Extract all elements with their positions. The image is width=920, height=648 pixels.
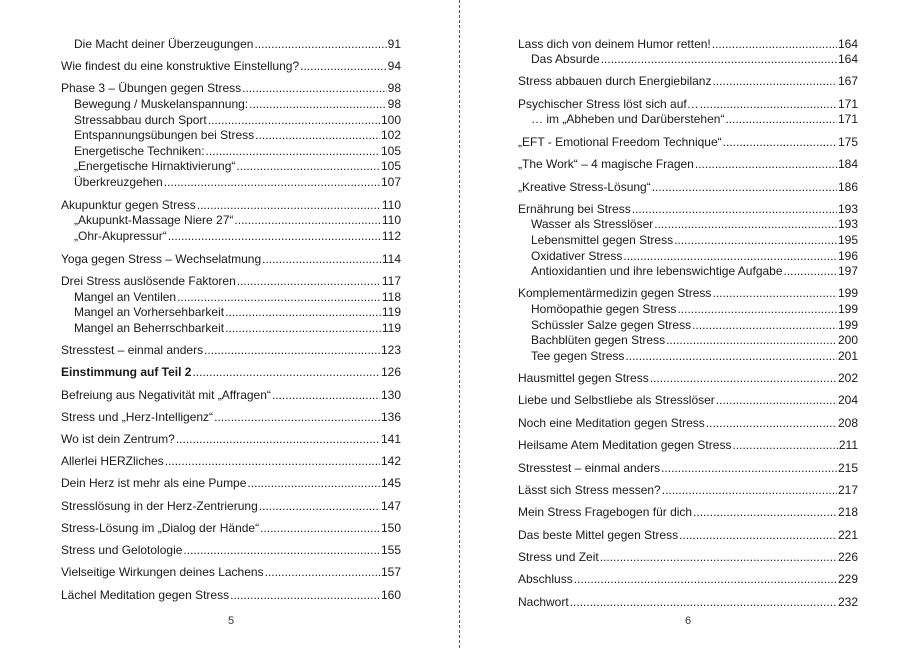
toc-entry-page: 98	[387, 81, 401, 95]
toc-entry-page: 196	[837, 249, 858, 263]
toc-entry	[518, 200, 858, 216]
toc-entry	[74, 211, 401, 227]
toc-leader-dots	[716, 393, 837, 407]
toc-entry	[518, 133, 858, 149]
toc-entry-page: 107	[380, 175, 401, 189]
toc-entry-page: 200	[837, 333, 858, 347]
toc-entry-page: 130	[380, 388, 401, 402]
toc-entry-title: Stresstest – einmal anders	[61, 343, 204, 357]
toc-entry-page: 232	[837, 595, 858, 609]
toc-leader-dots	[260, 521, 380, 535]
toc-entry	[74, 303, 401, 319]
toc-entry-title: Mein Stress Fragebogen für dich	[518, 505, 693, 519]
toc-entry-page: 221	[837, 528, 858, 542]
toc-entry-page: 167	[837, 74, 858, 88]
toc-leader-dots	[168, 229, 381, 243]
toc-entry-title: Tee gegen Stress	[531, 349, 625, 363]
toc-entry-title: Das Absurde	[531, 52, 600, 66]
toc-entry-title: Stress und Zeit	[518, 550, 599, 564]
toc-entry-title: „Energetische Hirnaktivierung“	[74, 159, 236, 173]
toc-leader-dots	[165, 454, 380, 468]
toc-entry	[74, 288, 401, 304]
toc-leader-dots	[242, 81, 387, 95]
toc-leader-dots	[192, 365, 380, 379]
page-number-left: 5	[227, 615, 235, 627]
toc-entry-page: 117	[381, 274, 401, 288]
toc-entry-page: 119	[381, 305, 401, 319]
toc-page-right	[518, 0, 858, 648]
toc-entry-page: 164	[837, 52, 858, 66]
toc-entry-page: 201	[837, 349, 858, 363]
toc-leader-dots	[623, 249, 837, 263]
toc-leader-dots	[230, 588, 380, 602]
toc-entry-page: 202	[837, 371, 858, 385]
toc-entry	[61, 497, 401, 513]
toc-leader-dots	[214, 410, 380, 424]
toc-entry	[61, 541, 401, 557]
toc-entry-title: Dein Herz ist mehr als eine Pumpe	[61, 476, 247, 490]
toc-leader-dots	[679, 528, 837, 542]
toc-leader-dots	[237, 274, 381, 288]
toc-leader-dots	[650, 371, 837, 385]
toc-leader-dots	[692, 318, 837, 332]
toc-leader-dots	[265, 565, 380, 579]
toc-entry-title: Yoga gegen Stress – Wechselatmung	[61, 252, 262, 266]
toc-leader-dots	[176, 432, 380, 446]
toc-entry	[74, 227, 401, 243]
toc-leader-dots	[662, 483, 837, 497]
toc-leader-dots	[625, 349, 837, 363]
toc-entry-title: Lässt sich Stress messen?	[518, 483, 661, 497]
toc-entry-page: 204	[837, 393, 858, 407]
toc-entry-page: 229	[837, 572, 858, 586]
toc-entry-page: 175	[837, 135, 858, 149]
toc-entry-title: Lächel Meditation gegen Stress	[61, 588, 230, 602]
toc-leader-dots	[164, 175, 380, 189]
toc-entry-page: 110	[381, 213, 401, 227]
toc-entry	[61, 452, 401, 468]
toc-entry-title: Abschluss	[518, 572, 573, 586]
toc-leader-dots	[254, 37, 386, 51]
toc-entry	[61, 196, 401, 212]
toc-leader-dots	[695, 157, 837, 171]
toc-entry	[531, 215, 858, 231]
toc-entry-page: 193	[837, 217, 858, 231]
toc-entry	[61, 341, 401, 357]
toc-entry-page: 142	[380, 454, 401, 468]
toc-entry	[531, 331, 858, 347]
toc-leader-dots	[725, 112, 837, 126]
toc-entry-title: Oxidativer Stress	[531, 249, 623, 263]
toc-entry-page: 145	[380, 476, 401, 490]
toc-entry-page: 199	[837, 318, 858, 332]
toc-leader-dots	[654, 217, 837, 231]
toc-entry	[518, 503, 858, 519]
toc-entry	[518, 95, 858, 111]
toc-entry-title: Bachblüten gegen Stress	[531, 333, 666, 347]
toc-entry-title: Nachwort	[518, 595, 569, 609]
toc-entry-page: 226	[837, 550, 858, 564]
toc-entry	[531, 262, 858, 278]
toc-entry	[61, 250, 401, 266]
toc-entry-page: 157	[380, 565, 401, 579]
toc-entry-page: 199	[837, 302, 858, 316]
toc-entry	[74, 35, 401, 51]
toc-entry	[518, 526, 858, 542]
toc-entry	[61, 363, 401, 379]
toc-leader-dots	[206, 144, 380, 158]
toc-leader-dots	[249, 97, 387, 111]
toc-leader-dots	[723, 135, 837, 149]
toc-entry	[61, 408, 401, 424]
toc-entry	[61, 563, 401, 579]
toc-entry-title: „Ohr-Akupressur“	[74, 229, 167, 243]
toc-leader-dots	[712, 37, 837, 51]
toc-leader-dots	[225, 321, 381, 335]
toc-entry	[531, 347, 858, 363]
toc-entry	[518, 414, 858, 430]
toc-entry	[531, 50, 858, 66]
toc-entry-title: Wasser als Stresslöser	[531, 217, 654, 231]
toc-entry-title: Stress und „Herz-Intelligenz“	[61, 410, 214, 424]
toc-entry	[518, 284, 858, 300]
toc-entry-page: 110	[381, 198, 401, 212]
toc-entry-page: 184	[837, 157, 858, 171]
toc-entry-title: Akupunktur gegen Stress	[61, 198, 196, 212]
toc-entry-title: Hausmittel gegen Stress	[518, 371, 649, 385]
toc-entry	[518, 459, 858, 475]
toc-entry-title: Noch eine Meditation gegen Stress	[518, 416, 705, 430]
toc-leader-dots	[300, 59, 387, 73]
toc-entry	[61, 57, 401, 73]
toc-entry-title: Energetische Techniken:	[74, 144, 205, 158]
toc-entry-page: 105	[380, 159, 401, 173]
toc-entry-page: 199	[837, 286, 858, 300]
toc-entry-title: Stresslösung in der Herz-Zentrierung	[61, 499, 258, 513]
toc-entry-page: 119	[381, 321, 401, 335]
toc-entry-title: Entspannungsübungen bei Stress	[74, 128, 255, 142]
toc-entry	[518, 548, 858, 564]
toc-entry	[518, 155, 858, 171]
toc-leader-dots	[661, 461, 837, 475]
toc-entry	[518, 391, 858, 407]
toc-entry-page: 136	[380, 410, 401, 424]
toc-entry	[518, 436, 858, 452]
toc-entry	[61, 586, 401, 602]
toc-entry	[61, 474, 401, 490]
toc-entry-page: 215	[837, 461, 858, 475]
toc-entry-title: Psychischer Stress löst sich auf…	[518, 97, 699, 111]
toc-leader-dots	[247, 476, 380, 490]
toc-entry-title: Allerlei HERZliches	[61, 454, 164, 468]
toc-entry	[61, 272, 401, 288]
toc-entry-page: 126	[380, 365, 401, 379]
toc-entry	[531, 316, 858, 332]
toc-entry	[518, 369, 858, 385]
toc-entry-page: 218	[837, 505, 858, 519]
page-number-right: 6	[684, 615, 692, 627]
toc-entry-title: Bewegung / Muskelanspannung:	[74, 97, 249, 111]
toc-leader-dots	[208, 113, 380, 127]
toc-entry	[61, 519, 401, 535]
toc-entry-title: Phase 3 – Übungen gegen Stress	[61, 81, 242, 95]
toc-leader-dots	[712, 286, 837, 300]
toc-entry-title: Vielseitige Wirkungen deines Lachens	[61, 565, 264, 579]
toc-leader-dots	[784, 264, 837, 278]
toc-entry-page: 123	[380, 343, 401, 357]
toc-leader-dots	[732, 438, 837, 452]
toc-entry-title: „The Work“ – 4 magische Fragen	[518, 157, 694, 171]
toc-entry	[531, 247, 858, 263]
toc-entry-page: 195	[837, 233, 858, 247]
toc-entry-page: 211	[838, 438, 858, 452]
toc-entry-page: 100	[380, 113, 401, 127]
toc-entry	[518, 178, 858, 194]
toc-leader-dots	[632, 202, 837, 216]
toc-entry-page: 105	[380, 144, 401, 158]
toc-entry-title: Komplementärmedizin gegen Stress	[518, 286, 712, 300]
toc-leader-dots	[601, 52, 837, 66]
toc-entry-page: 217	[837, 483, 858, 497]
toc-entry	[74, 157, 401, 173]
toc-entry	[74, 95, 401, 111]
toc-entry-title: Befreiung aus Negativität mit „Affragen“	[61, 388, 271, 402]
toc-entry-page: 197	[837, 264, 858, 278]
toc-entry-page: 141	[380, 432, 401, 446]
toc-leader-dots	[666, 333, 837, 347]
toc-entry	[518, 35, 858, 51]
toc-entry-page: 186	[837, 180, 858, 194]
toc-entry-page: 114	[381, 252, 401, 266]
toc-entry	[74, 142, 401, 158]
toc-entry	[61, 430, 401, 446]
toc-entry	[531, 300, 858, 316]
toc-entry-title: Stress abbauen durch Energiebilanz	[518, 74, 712, 88]
toc-entry	[518, 570, 858, 586]
toc-leader-dots	[255, 128, 380, 142]
toc-entry-title: Ernährung bei Stress	[518, 202, 631, 216]
toc-entry-page: 155	[380, 543, 401, 557]
toc-leader-dots	[600, 550, 837, 564]
toc-entry-title: Liebe und Selbstliebe als Stresslöser	[518, 393, 715, 407]
toc-entry-page: 160	[380, 588, 401, 602]
toc-leader-dots	[674, 233, 837, 247]
toc-entry	[518, 593, 858, 609]
toc-entry-title: Lass dich von deinem Humor retten!	[518, 37, 711, 51]
toc-entry-page: 112	[381, 229, 401, 243]
toc-leader-dots	[652, 180, 837, 194]
toc-entry-title: … im „Abheben und Darüberstehen“	[531, 112, 725, 126]
toc-entry	[531, 110, 858, 126]
toc-entry-title: „Akupunkt-Massage Niere 27“	[74, 213, 234, 227]
toc-leader-dots	[197, 198, 381, 212]
toc-entry	[61, 79, 401, 95]
toc-entry-title: Überkreuzgehen	[74, 175, 163, 189]
toc-entry	[74, 173, 401, 189]
toc-entry-title: Heilsame Atem Meditation gegen Stress	[518, 438, 732, 452]
toc-entry-page: 150	[380, 521, 401, 535]
toc-leader-dots	[234, 213, 380, 227]
toc-leader-dots	[204, 343, 380, 357]
toc-entry-title: „EFT - Emotional Freedom Technique“	[518, 135, 722, 149]
toc-leader-dots	[700, 97, 837, 111]
toc-entry-page: 208	[837, 416, 858, 430]
toc-entry-page: 98	[387, 97, 401, 111]
toc-leader-dots	[677, 302, 837, 316]
toc-entry-page: 171	[837, 112, 858, 126]
toc-entry-title: Einstimmung auf Teil 2	[61, 365, 192, 379]
toc-entry-title: Antioxidantien und ihre lebenswichtige Aufgabe	[531, 264, 783, 278]
toc-leader-dots	[712, 74, 837, 88]
toc-entry-title: Stress und Gelotologie	[61, 543, 183, 557]
toc-leader-dots	[570, 595, 837, 609]
toc-entry-page: 118	[381, 290, 401, 304]
toc-entry-title: Mangel an Ventilen	[74, 290, 177, 304]
toc-entry-page: 193	[837, 202, 858, 216]
toc-entry-title: Wo ist dein Zentrum?	[61, 432, 175, 446]
toc-leader-dots	[262, 252, 381, 266]
toc-leader-dots	[225, 305, 381, 319]
toc-leader-dots	[183, 543, 380, 557]
toc-entry-title: Das beste Mittel gegen Stress	[518, 528, 679, 542]
toc-entry	[518, 481, 858, 497]
toc-entry-title: Mangel an Beherrschbarkeit	[74, 321, 225, 335]
toc-entry-title: Stressabbau durch Sport	[74, 113, 207, 127]
toc-entry-title: Drei Stress auslösende Faktoren	[61, 274, 236, 288]
toc-entry-title: Die Macht deiner Überzeugungen	[74, 37, 254, 51]
toc-entry-page: 91	[387, 37, 401, 51]
toc-entry-page: 102	[380, 128, 401, 142]
toc-entry-title: Schüssler Salze gegen Stress	[531, 318, 692, 332]
toc-entry-title: Wie findest du eine konstruktive Einstellung?	[61, 59, 300, 73]
toc-entry	[74, 126, 401, 142]
toc-entry-title: Homöopathie gegen Stress	[531, 302, 677, 316]
toc-leader-dots	[272, 388, 380, 402]
toc-entry	[61, 386, 401, 402]
toc-entry	[531, 231, 858, 247]
toc-entry	[518, 72, 858, 88]
toc-entry	[74, 319, 401, 335]
toc-leader-dots	[177, 290, 381, 304]
toc-page-left	[61, 0, 401, 648]
toc-entry	[74, 111, 401, 127]
toc-entry-title: Stress-Lösung im „Dialog der Hände“	[61, 521, 260, 535]
toc-entry-page: 164	[837, 37, 858, 51]
toc-entry-page: 147	[380, 499, 401, 513]
toc-leader-dots	[236, 159, 380, 173]
toc-entry-title: Lebensmittel gegen Stress	[531, 233, 674, 247]
toc-leader-dots	[693, 505, 837, 519]
toc-entry-title: „Kreative Stress-Lösung“	[518, 180, 651, 194]
toc-entry-title: Stresstest – einmal anders	[518, 461, 661, 475]
toc-entry-page: 171	[837, 97, 858, 111]
toc-leader-dots	[574, 572, 837, 586]
toc-entry-title: Mangel an Vorhersehbarkeit	[74, 305, 225, 319]
toc-leader-dots	[706, 416, 837, 430]
toc-leader-dots	[259, 499, 380, 513]
page-divider	[459, 0, 460, 648]
toc-entry-page: 94	[387, 59, 401, 73]
